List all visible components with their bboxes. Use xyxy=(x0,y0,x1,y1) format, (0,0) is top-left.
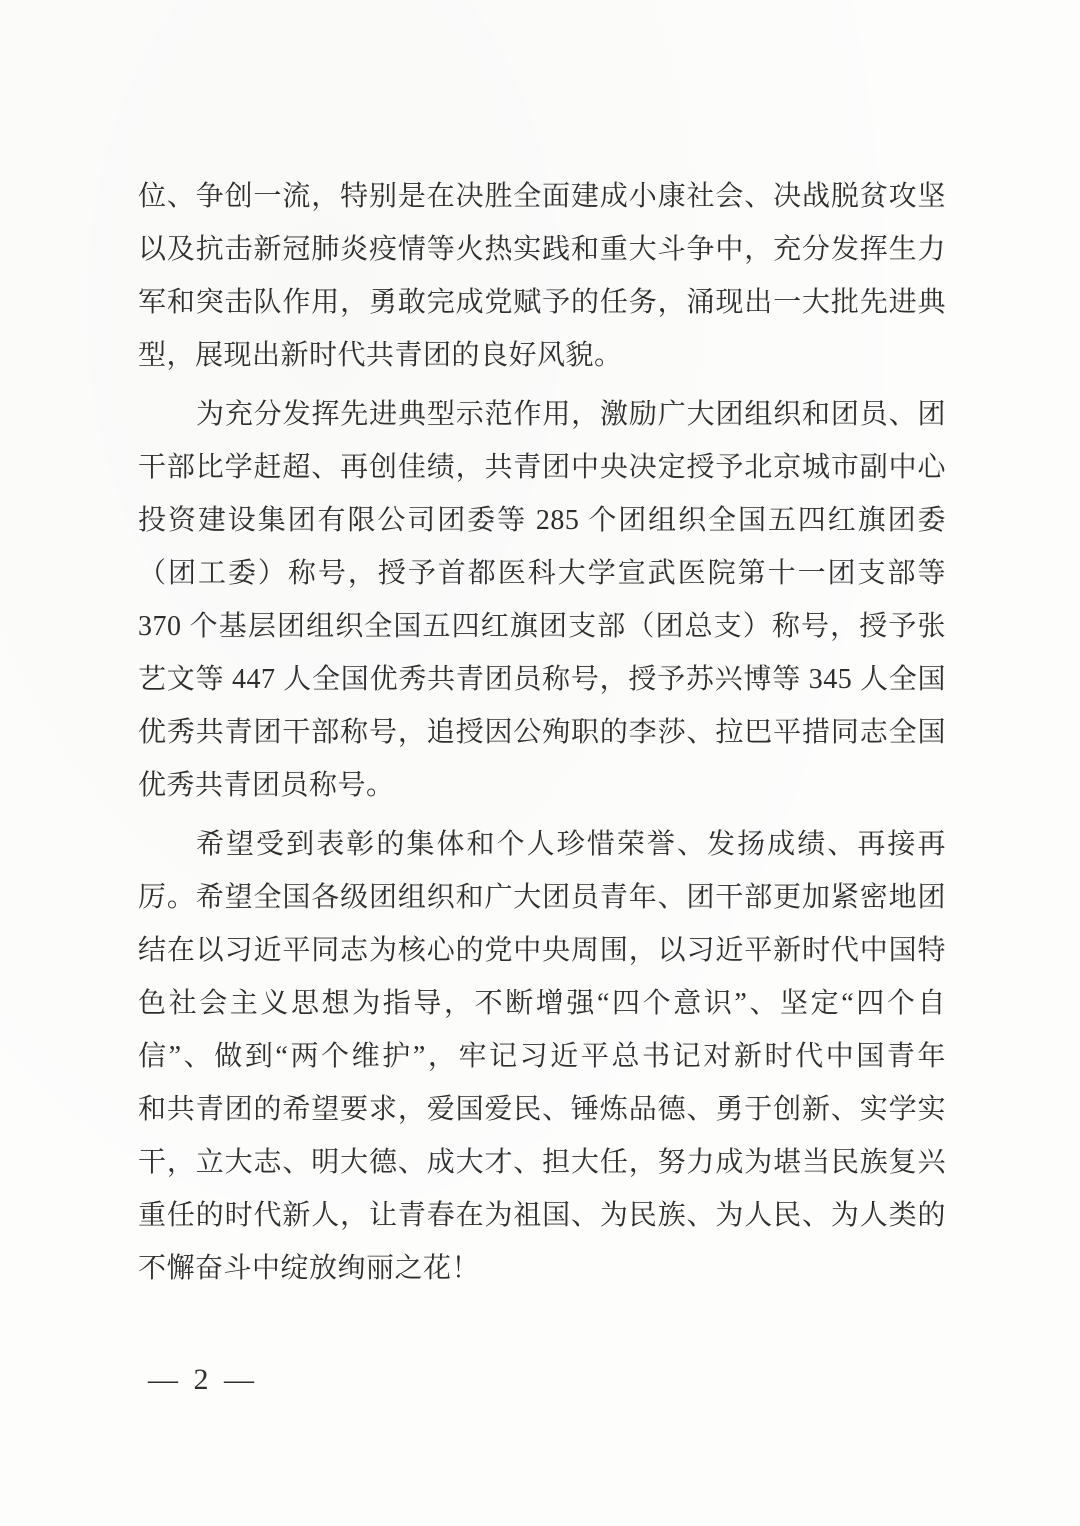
text-line: 信”、做到“两个维护”，牢记习近平总书记对新时代中国青年 xyxy=(138,1041,946,1072)
text-line: 位、争创一流，特别是在决胜全面建成小康社会、决战脱贫攻坚 xyxy=(138,181,946,212)
text-line: 型，展现出新时代共青团的良好风貌。 xyxy=(138,340,623,371)
text-line: 和共青团的希望要求，爱国爱民、锤炼品德、勇于创新、实学实 xyxy=(138,1094,946,1125)
text-line: 投资建设集团有限公司团委等 285 个团组织全国五四红旗团委 xyxy=(138,505,946,536)
text-line: 厉。希望全国各级团组织和广大团员青年、团干部更加紧密地团 xyxy=(138,882,946,913)
text-line: 干，立大志、明大德、成大才、担大任，努力成为堪当民族复兴 xyxy=(138,1147,946,1178)
paragraph xyxy=(138,170,946,382)
text-line: 艺文等 447 人全国优秀共青团员称号，授予苏兴博等 345 人全国 xyxy=(138,664,946,695)
text-line: 为充分发挥先进典型示范作用，激励广大团组织和团员、团 xyxy=(196,399,946,430)
text-line: 370 个基层团组织全国五四红旗团支部（团总支）称号，授予张 xyxy=(138,611,946,642)
page-number: — 2 — xyxy=(148,1363,258,1396)
text-line: 优秀共青团员称号。 xyxy=(138,770,395,801)
text-line: 重任的时代新人，让青春在为祖国、为民族、为人民、为人类的 xyxy=(138,1200,946,1231)
text-line: 以及抗击新冠肺炎疫情等火热实践和重大斗争中，充分发挥生力 xyxy=(138,234,946,265)
text-line: 不懈奋斗中绽放绚丽之花！ xyxy=(138,1253,481,1284)
paragraph xyxy=(138,818,946,1295)
text-line: （团工委）称号，授予首都医科大学宣武医院第十一团支部等 xyxy=(138,558,946,589)
text-line: 结在以习近平同志为核心的党中央周围，以习近平新时代中国特 xyxy=(138,935,946,966)
text-line: 干部比学赶超、再创佳绩，共青团中央决定授予北京城市副中心 xyxy=(138,452,946,483)
text-line: 希望受到表彰的集体和个人珍惜荣誉、发扬成绩、再接再 xyxy=(196,829,946,860)
text-line: 军和突击队作用，勇敢完成党赋予的任务，涌现出一大批先进典 xyxy=(138,287,946,318)
paragraph xyxy=(138,388,946,812)
text-line: 优秀共青团干部称号，追授因公殉职的李莎、拉巴平措同志全国 xyxy=(138,717,946,748)
document-body xyxy=(138,170,946,1295)
text-line: 色社会主义思想为指导，不断增强“四个意识”、坚定“四个自 xyxy=(138,988,946,1019)
